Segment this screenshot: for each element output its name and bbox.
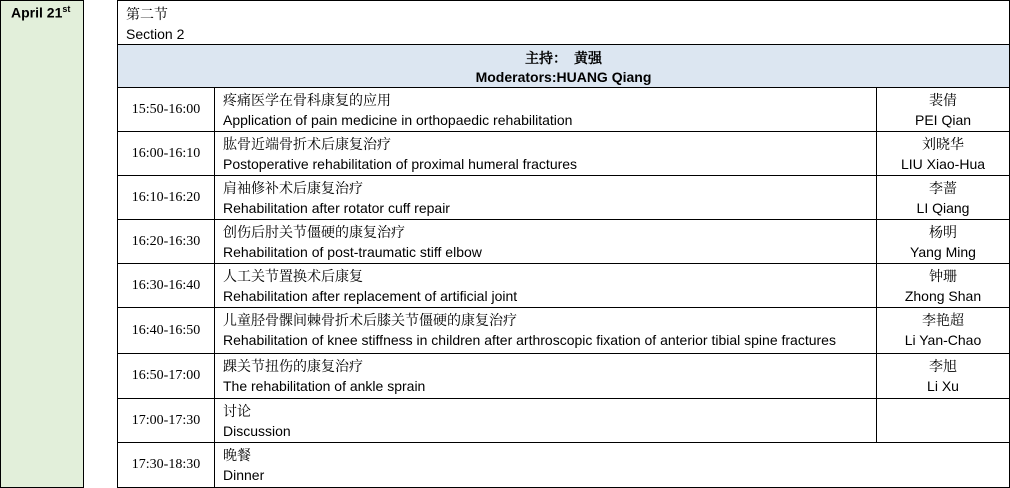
session-time: 17:30-18:30 — [118, 443, 215, 487]
session-title — [215, 443, 876, 487]
session-title — [215, 176, 876, 219]
session-time: 16:30-16:40 — [118, 264, 215, 307]
table-row — [118, 264, 1010, 308]
session-title — [215, 132, 876, 175]
session-time: 15:50-16:00 — [118, 88, 215, 131]
session-title-zh: 疼痛医学在骨科康复的应用 — [223, 92, 391, 108]
date-suffix: st — [62, 4, 71, 14]
session-title-zh: 肱骨近端骨折术后康复治疗 — [223, 136, 391, 152]
session-time: 16:50-17:00 — [118, 354, 215, 398]
session-time: 17:00-17:30 — [118, 399, 215, 442]
session-title — [215, 399, 876, 442]
session-title-en: Dinner — [223, 467, 265, 483]
session-speaker — [876, 132, 1009, 175]
speaker-name-zh: 钟珊 — [929, 268, 957, 284]
speaker-name-zh: 李旭 — [929, 358, 957, 374]
moderators-zh: 主持： 黄强 — [525, 50, 602, 66]
speaker-name-en: Yang Ming — [910, 244, 976, 260]
session-title-zh: 人工关节置换术后康复 — [223, 268, 363, 284]
session-time: 16:00-16:10 — [118, 132, 215, 175]
session-title — [215, 354, 876, 398]
schedule-table — [118, 0, 1010, 488]
session-title-en: Rehabilitation after replacement of artificial joint — [223, 288, 518, 304]
session-rows — [118, 88, 1010, 488]
table-row — [118, 354, 1010, 399]
speaker-name-en: LI Qiang — [916, 200, 970, 216]
session-time: 16:40-16:50 — [118, 308, 215, 353]
session-speaker — [876, 176, 1009, 219]
session-speaker — [876, 88, 1009, 131]
session-title-en: Rehabilitation of post-traumatic stiff elbow — [223, 244, 482, 260]
session-title — [215, 264, 876, 307]
speaker-name-zh: 杨明 — [929, 224, 957, 240]
table-row — [118, 132, 1010, 176]
speaker-name-zh: 裴倩 — [929, 92, 957, 108]
session-title-en: Rehabilitation after rotator cuff repair — [223, 200, 450, 216]
session-title-zh: 创伤后肘关节僵硬的康复治疗 — [223, 224, 405, 240]
speaker-name-en: LIU Xiao-Hua — [900, 156, 986, 172]
session-title-zh: 讨论 — [223, 403, 251, 419]
session-speaker — [876, 308, 1009, 353]
section-title-zh: 第二节 — [126, 6, 168, 22]
speaker-name-zh: 刘晓华 — [922, 136, 964, 152]
date-label: April 21st — [11, 4, 71, 21]
session-title-en: Rehabilitation of knee stiffness in children after arthroscopic fixation of anterior tibial spine fractures — [223, 332, 836, 348]
speaker-name-en: PEI Qian — [914, 112, 972, 128]
session-title — [215, 308, 876, 353]
session-time: 16:20-16:30 — [118, 220, 215, 263]
table-row — [118, 220, 1010, 264]
session-speaker — [876, 399, 1009, 442]
table-row — [118, 88, 1010, 132]
session-title-zh: 踝关节扭伤的康复治疗 — [223, 358, 363, 374]
moderators-en: Moderators:HUANG Qiang — [475, 69, 652, 85]
table-row — [118, 176, 1010, 220]
table-row — [118, 443, 1010, 488]
session-time: 16:10-16:20 — [118, 176, 215, 219]
speaker-name-zh: 李蔷 — [929, 180, 957, 196]
section-title-en: Section 2 — [126, 26, 185, 42]
session-title — [215, 88, 876, 131]
session-title-en: Application of pain medicine in orthopaedic rehabilitation — [223, 112, 573, 128]
date-column — [0, 0, 84, 488]
spacer-column — [84, 0, 118, 488]
table-row — [118, 308, 1010, 354]
session-title-zh: 肩袖修补术后康复治疗 — [223, 180, 363, 196]
table-row — [118, 399, 1010, 443]
speaker-name-zh: 李艳超 — [922, 312, 964, 328]
session-title-en: Discussion — [223, 423, 291, 439]
session-title-en: The rehabilitation of ankle sprain — [223, 378, 426, 394]
speaker-name-en: Zhong Shan — [904, 288, 982, 304]
session-title — [215, 220, 876, 263]
section-header — [118, 0, 1010, 44]
session-speaker — [876, 264, 1009, 307]
speaker-name-en: Li Yan-Chao — [904, 332, 982, 348]
session-title-zh: 晚餐 — [223, 447, 251, 463]
session-title-zh: 儿童胫骨髁间棘骨折术后膝关节僵硬的康复治疗 — [223, 312, 517, 328]
session-speaker — [876, 220, 1009, 263]
session-title-en: Postoperative rehabilitation of proximal humeral fractures — [223, 156, 578, 172]
speaker-name-en: Li Xu — [927, 378, 959, 394]
moderators-header — [118, 44, 1010, 88]
session-speaker — [876, 354, 1009, 398]
